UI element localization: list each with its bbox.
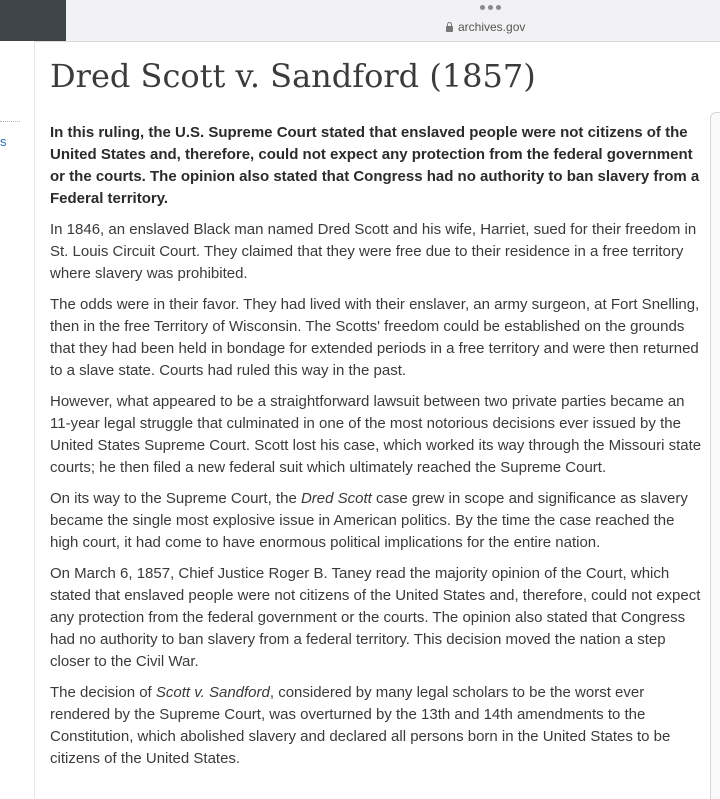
article-lead: In this ruling, the U.S. Supreme Court stated that enslaved people were not citizens of the United States and, therefore, could not expect any protection from the federal government or the courts. The opinion also stated that Congress had no authority to ban slavery from a Federal territory. xyxy=(50,124,700,207)
article-paragraph-4 xyxy=(50,488,705,554)
toolbar-dark-corner xyxy=(0,0,66,41)
paragraph-4-text-a: On its way to the Supreme Court, the xyxy=(50,490,301,507)
article-paragraph-6 xyxy=(50,682,705,770)
paragraph-6-text-b: , considered by many legal scholars to be the worst ever rendered by the Supreme Court, was overturned by the 13th and 14th amendments to the Constitution, which abolished slavery and declared all persons born in the United States to be citizens of the United States. xyxy=(50,684,671,767)
article-paragraph-3: However, what appeared to be a straightforward lawsuit between two private parties became an 11-year legal struggle that culminated in one of the most notorious decisions ever issued by the United States Supreme Court. Scott lost his case, which worked its way through the Missouri state courts; he then filed a new federal suit which ultimately reached the Supreme Court. xyxy=(50,393,702,476)
browser-toolbar xyxy=(0,0,720,42)
sidebar-divider xyxy=(0,121,20,122)
article-paragraph-5: On March 6, 1857, Chief Justice Roger B. Taney read the majority opinion of the Court, which stated that enslaved people were not citizens of the United States and, therefore, could not expect any protection from the federal government or the courts. The opinion also stated that Congress had no authority to ban slavery from a federal territory. This decision moved the nation a step closer to the Civil War. xyxy=(50,565,701,670)
article-paragraph-1: In 1846, an enslaved Black man named Dred Scott and his wife, Harriet, sued for their freedom in St. Louis Circuit Court. They claimed that they were free due to their residence in a free territory where slavery was prohibited. xyxy=(50,221,697,282)
scrollbar-track[interactable] xyxy=(710,112,720,799)
paragraph-4-case-name: Dred Scott xyxy=(300,490,372,507)
address-bar-url: archives.gov xyxy=(458,20,526,34)
paragraph-4-text-b: case grew in scope and significance as slavery became the single most explosive issue in American politics. By the time the case reached the high court, it had come to have enormous political implications for the entire nation. xyxy=(50,490,688,551)
paragraph-6-case-name: Scott v. Sandford xyxy=(155,684,270,701)
article-content xyxy=(50,52,705,779)
sidebar-edge xyxy=(0,41,35,798)
tab-overview-dots-icon[interactable] xyxy=(478,5,502,11)
article-paragraph-2: The odds were in their favor. They had lived with their enslaver, an army surgeon, at Fort Snelling, then in the free Territory of Wisconsin. The Scotts' freedom could be established on the grounds that they had been held in bondage for extended periods in a free territory and were then returned to a slave state. Courts had ruled this way in the past. xyxy=(50,296,700,379)
page-title: Dred Scott v. Sandford (1857) xyxy=(50,57,536,95)
sidebar-link-fragment[interactable]: s xyxy=(0,134,7,149)
paragraph-6-text-a: The decision of xyxy=(50,684,156,701)
address-bar[interactable] xyxy=(446,18,525,36)
lock-icon xyxy=(446,26,453,32)
